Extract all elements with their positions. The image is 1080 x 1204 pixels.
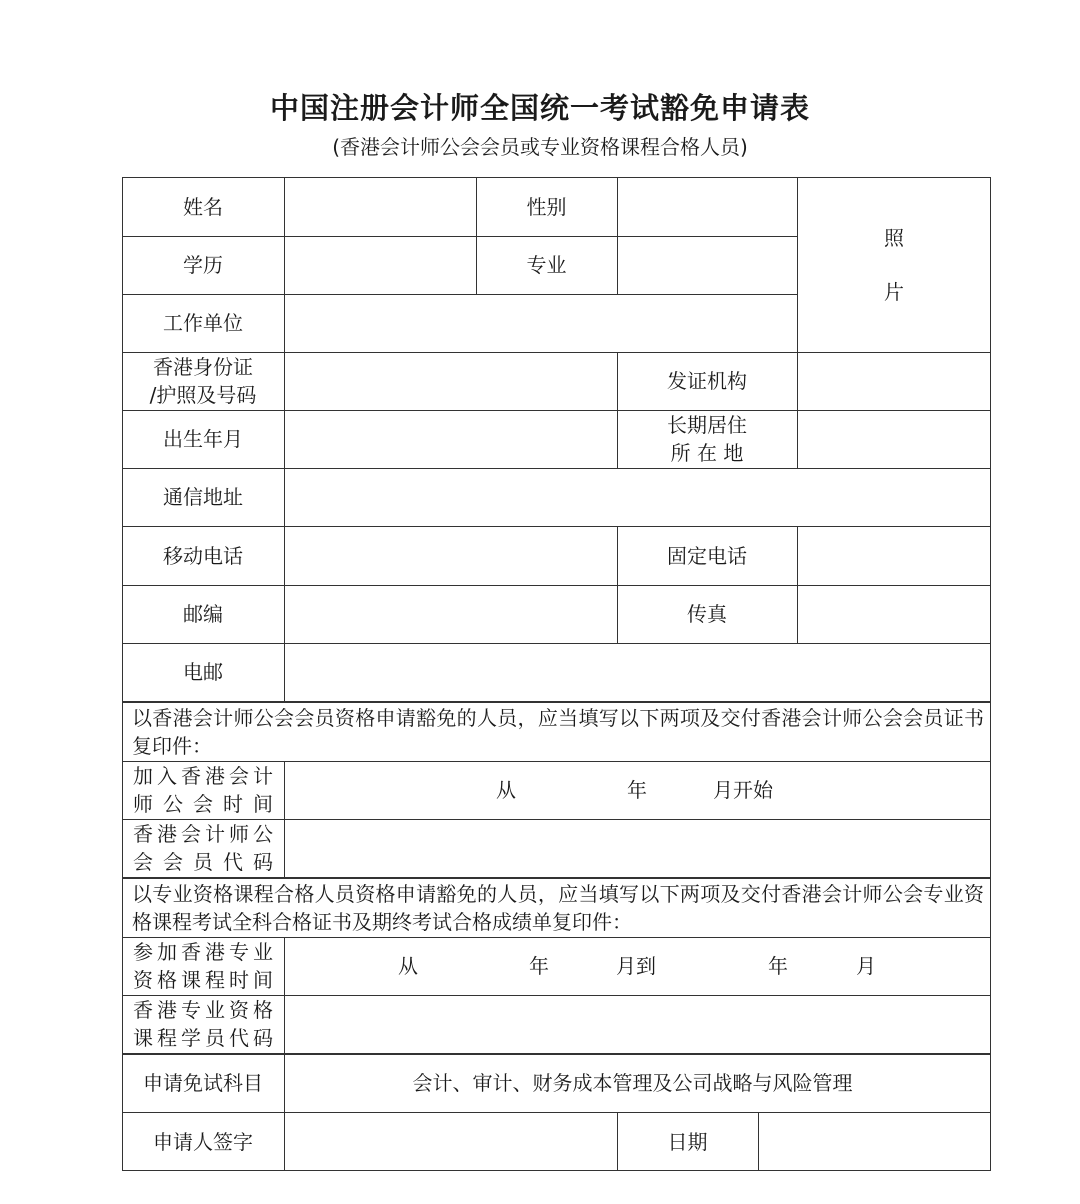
signature-field[interactable] bbox=[284, 1112, 617, 1171]
residence-label-line2: 所 在 地 bbox=[670, 441, 744, 465]
address-field[interactable] bbox=[284, 468, 991, 526]
hkid-field[interactable] bbox=[284, 352, 617, 410]
mobile-label: 移动电话 bbox=[163, 543, 243, 568]
major-label: 专业 bbox=[526, 253, 567, 277]
date-field[interactable] bbox=[758, 1112, 991, 1171]
student-code-label-line1: 香港专业资格 bbox=[133, 998, 273, 1022]
member-code-label-line2: 会会员代码 bbox=[133, 850, 273, 874]
date-label: 日期 bbox=[667, 1129, 708, 1154]
form-title: 中国注册会计师全国统一考试豁免申请表 bbox=[269, 91, 810, 125]
name-field[interactable] bbox=[284, 177, 476, 236]
qp-time-label bbox=[122, 937, 284, 995]
issuer-label: 发证机构 bbox=[667, 369, 747, 393]
employer-label: 工作单位 bbox=[163, 311, 243, 335]
birth-label: 出生年月 bbox=[163, 427, 243, 451]
photo-box[interactable] bbox=[797, 177, 991, 352]
photo-label-2: 片 bbox=[884, 279, 904, 304]
email-field[interactable] bbox=[284, 643, 991, 701]
landline-label: 固定电话 bbox=[667, 543, 747, 568]
qp-time-label-line1: 参加香港专业 bbox=[133, 940, 273, 964]
education-label: 学历 bbox=[183, 253, 223, 277]
residence-label-line1: 长期居住 bbox=[667, 413, 747, 437]
mobile-field[interactable] bbox=[284, 526, 617, 585]
name-label: 姓名 bbox=[183, 194, 223, 219]
qp-month2-text: 月 bbox=[856, 954, 876, 978]
residence-label bbox=[617, 410, 797, 468]
qp-year2-text: 年 bbox=[768, 954, 788, 978]
employer-field[interactable] bbox=[284, 294, 797, 352]
address-label: 通信地址 bbox=[163, 485, 243, 509]
form-subtitle: (香港会计师公会会员或专业资格课程合格人员) bbox=[332, 135, 748, 159]
postcode-field[interactable] bbox=[284, 585, 617, 643]
hkid-label-line1: 香港身份证 bbox=[153, 355, 253, 379]
join-time-label-line1: 加入香港会计 bbox=[133, 764, 273, 788]
join-time-field[interactable] bbox=[284, 761, 991, 819]
signature-label: 申请人签字 bbox=[153, 1129, 253, 1154]
residence-field[interactable] bbox=[797, 410, 991, 468]
join-time-label-line2: 师公会时间 bbox=[133, 792, 273, 816]
photo-label-1: 照 bbox=[884, 225, 904, 250]
fax-field[interactable] bbox=[797, 585, 991, 643]
member-code-field[interactable] bbox=[284, 819, 991, 877]
qp-time-label-line2: 资格课程时间 bbox=[133, 968, 273, 992]
gender-label: 性别 bbox=[526, 194, 567, 219]
qp-from-text: 从 bbox=[398, 954, 418, 978]
join-from-text: 从 bbox=[496, 778, 516, 802]
member-code-label-line1: 香港会计师公 bbox=[133, 822, 273, 846]
major-field[interactable] bbox=[617, 236, 797, 294]
hkicpa-note: 以香港会计师公会会员资格申请豁免的人员，应当填写以下两项及交付香港会计师公会会员证书复印件： bbox=[132, 706, 984, 758]
qp-year1-text: 年 bbox=[529, 954, 549, 978]
subjects-value: 会计、审计、财务成本管理及公司战略与风险管理 bbox=[412, 1070, 853, 1095]
qp-note: 以专业资格课程合格人员资格申请豁免的人员，应当填写以下两项及交付香港会计师公会专业资格课程考试全科合格证书及期终考试合格成绩单复印件： bbox=[132, 882, 984, 934]
email-label: 电邮 bbox=[183, 660, 223, 684]
qp-time-field[interactable] bbox=[284, 937, 991, 995]
postcode-label: 邮编 bbox=[183, 602, 223, 626]
qp-month-to-text: 月到 bbox=[616, 954, 656, 978]
gender-field[interactable] bbox=[617, 177, 797, 236]
join-month-text: 月开始 bbox=[713, 778, 773, 802]
student-code-label-line2: 课程学员代码 bbox=[133, 1026, 273, 1050]
birth-field[interactable] bbox=[284, 410, 617, 468]
join-time-label bbox=[122, 761, 284, 819]
hkid-label bbox=[122, 352, 284, 410]
fax-label: 传真 bbox=[687, 602, 727, 626]
subjects-label: 申请免试科目 bbox=[143, 1070, 263, 1095]
hkid-label-line2: /护照及号码 bbox=[149, 383, 257, 407]
student-code-field[interactable] bbox=[284, 995, 991, 1053]
landline-field[interactable] bbox=[797, 526, 991, 585]
join-year-text: 年 bbox=[627, 778, 647, 802]
education-field[interactable] bbox=[284, 236, 476, 294]
student-code-label bbox=[122, 995, 284, 1053]
member-code-label bbox=[122, 819, 284, 877]
issuer-field[interactable] bbox=[797, 352, 991, 410]
